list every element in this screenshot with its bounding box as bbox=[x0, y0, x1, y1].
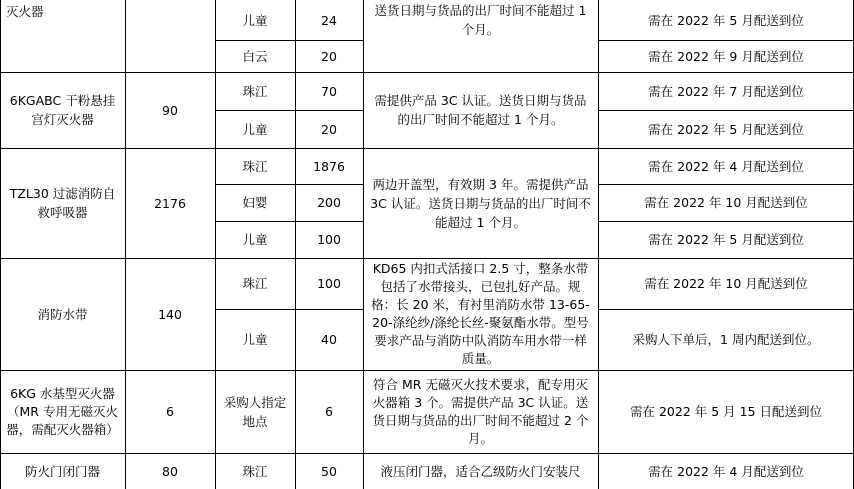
amount-cell: 20 bbox=[321, 121, 337, 137]
delivery-cell: 需在 2022 年 5 月配送到位 bbox=[648, 12, 804, 28]
grid-line bbox=[0, 148, 854, 149]
item-name-cell bbox=[0, 72, 125, 148]
amount-cell: 70 bbox=[321, 83, 337, 99]
item-name-text: 6KGABC 干粉悬挂宫灯灭火器 bbox=[9, 93, 116, 127]
location-cell: 珠江 bbox=[242, 276, 268, 291]
spec-text: 符合 MR 无磁灭火技术要求，配专用灭火器箱 3 个。需提供产品 3C 认证。送货日期与货品的出厂时间不能超过 2 个月。 bbox=[372, 376, 589, 446]
delivery-cell: 需在 2022 年 7 月配送到位 bbox=[648, 83, 804, 99]
delivery-cell: 需在 2022 年 9 月配送到位 bbox=[648, 48, 804, 64]
spec-text: 需提供产品 3C 认证。送货日期与货品的出厂时间不能超过 1 个月。 bbox=[374, 93, 587, 127]
quantity-cell: 2176 bbox=[154, 195, 186, 211]
location-cell: 儿童 bbox=[242, 12, 268, 28]
quantity-cell: 90 bbox=[162, 102, 178, 118]
quantity-cell: 6 bbox=[166, 404, 174, 419]
quantity-cell: 140 bbox=[158, 306, 182, 322]
amount-cell: 20 bbox=[321, 48, 337, 64]
spec-text: KD65 内扣式活接口 2.5 寸，整条水带包括了水带接头，已包扎好产品。规格：长 20 米，有衬里消防水带 13-65-20-涤纶纱/涤纶长丝-聚氨酯水带。型号要求产品与消防中队消防车用水带一样质量。 bbox=[371, 261, 590, 366]
grid-line bbox=[295, 0, 296, 489]
delivery-cell: 需在 2022 年 5 月配送到位 bbox=[648, 232, 804, 247]
location-cell: 儿童 bbox=[242, 232, 268, 247]
grid-line bbox=[0, 0, 1, 489]
location-text: 采购人指定地点 bbox=[223, 394, 287, 429]
spec-text: 两边开盖型，有效期 3 年。需提供产品 3C 认证。送货日期与货品的出厂时间不能超过 1 个月。 bbox=[370, 176, 591, 230]
spec-cell: 液压闭门器，适合乙级防火门安装尺 bbox=[380, 463, 581, 479]
amount-cell: 6 bbox=[325, 404, 333, 419]
grid-line bbox=[0, 370, 854, 371]
grid-line bbox=[598, 110, 854, 111]
grid-line bbox=[363, 0, 364, 489]
grid-line bbox=[598, 184, 854, 185]
delivery-cell: 需在 2022 年 10 月配送到位 bbox=[644, 276, 808, 291]
grid-line bbox=[215, 309, 363, 310]
delivery-cell: 需在 2022 年 4 月配送到位 bbox=[648, 463, 804, 479]
amount-cell: 40 bbox=[321, 332, 337, 347]
item-name-cell: 消防水带 bbox=[37, 306, 88, 322]
grid-line bbox=[215, 0, 216, 489]
location-cell: 儿童 bbox=[242, 121, 268, 137]
spec-cell bbox=[363, 370, 598, 453]
location-cell bbox=[215, 370, 295, 453]
spec-text: 送货日期与货品的出厂时间不能超过 1 个月。 bbox=[374, 3, 587, 37]
location-cell: 珠江 bbox=[242, 158, 268, 174]
item-name-cell bbox=[0, 370, 125, 453]
amount-cell: 100 bbox=[317, 232, 341, 247]
delivery-cell: 需在 2022 年 5 月 15 日配送到位 bbox=[629, 404, 822, 419]
quantity-cell bbox=[125, 0, 215, 72]
delivery-cell: 需在 2022 年 10 月配送到位 bbox=[644, 195, 808, 210]
quantity-cell: 80 bbox=[162, 463, 178, 479]
spec-cell bbox=[363, 258, 598, 370]
grid-line bbox=[598, 309, 854, 310]
grid-line bbox=[598, 221, 854, 222]
grid-line bbox=[215, 184, 363, 185]
delivery-cell: 需在 2022 年 5 月配送到位 bbox=[648, 121, 804, 137]
grid-line bbox=[215, 221, 363, 222]
location-cell: 珠江 bbox=[242, 83, 268, 99]
delivery-cell: 采购人下单后，1 周内配送到位。 bbox=[632, 332, 820, 347]
item-name-text: 6KG 水基型灭火器（MR 专用无磁灭火器，需配灭火器箱） bbox=[6, 385, 119, 437]
grid-line bbox=[215, 110, 363, 111]
amount-cell: 50 bbox=[321, 463, 337, 479]
grid-line bbox=[0, 453, 854, 454]
spec-cell bbox=[363, 0, 598, 40]
spec-cell bbox=[363, 148, 598, 258]
grid-line bbox=[0, 72, 854, 73]
item-name-cell: 灭火器 bbox=[6, 4, 44, 19]
location-cell: 儿童 bbox=[242, 332, 268, 347]
spec-cell bbox=[363, 72, 598, 148]
grid-line bbox=[598, 0, 599, 489]
item-name-cell: 防火门闭门器 bbox=[24, 463, 100, 479]
grid-line bbox=[598, 40, 854, 41]
delivery-cell: 需在 2022 年 4 月配送到位 bbox=[648, 158, 804, 174]
location-cell: 白云 bbox=[242, 48, 268, 64]
location-cell: 妇婴 bbox=[242, 195, 268, 210]
amount-cell: 24 bbox=[321, 12, 337, 28]
amount-cell: 200 bbox=[317, 195, 341, 210]
item-name-text: TZL30 过滤消防自救呼吸器 bbox=[9, 186, 116, 220]
grid-line bbox=[215, 40, 363, 41]
item-name-cell bbox=[0, 148, 125, 258]
amount-cell: 1876 bbox=[313, 158, 345, 174]
amount-cell: 100 bbox=[317, 276, 341, 291]
location-cell: 珠江 bbox=[242, 463, 268, 479]
grid-line bbox=[0, 258, 854, 259]
grid-line bbox=[125, 0, 126, 489]
